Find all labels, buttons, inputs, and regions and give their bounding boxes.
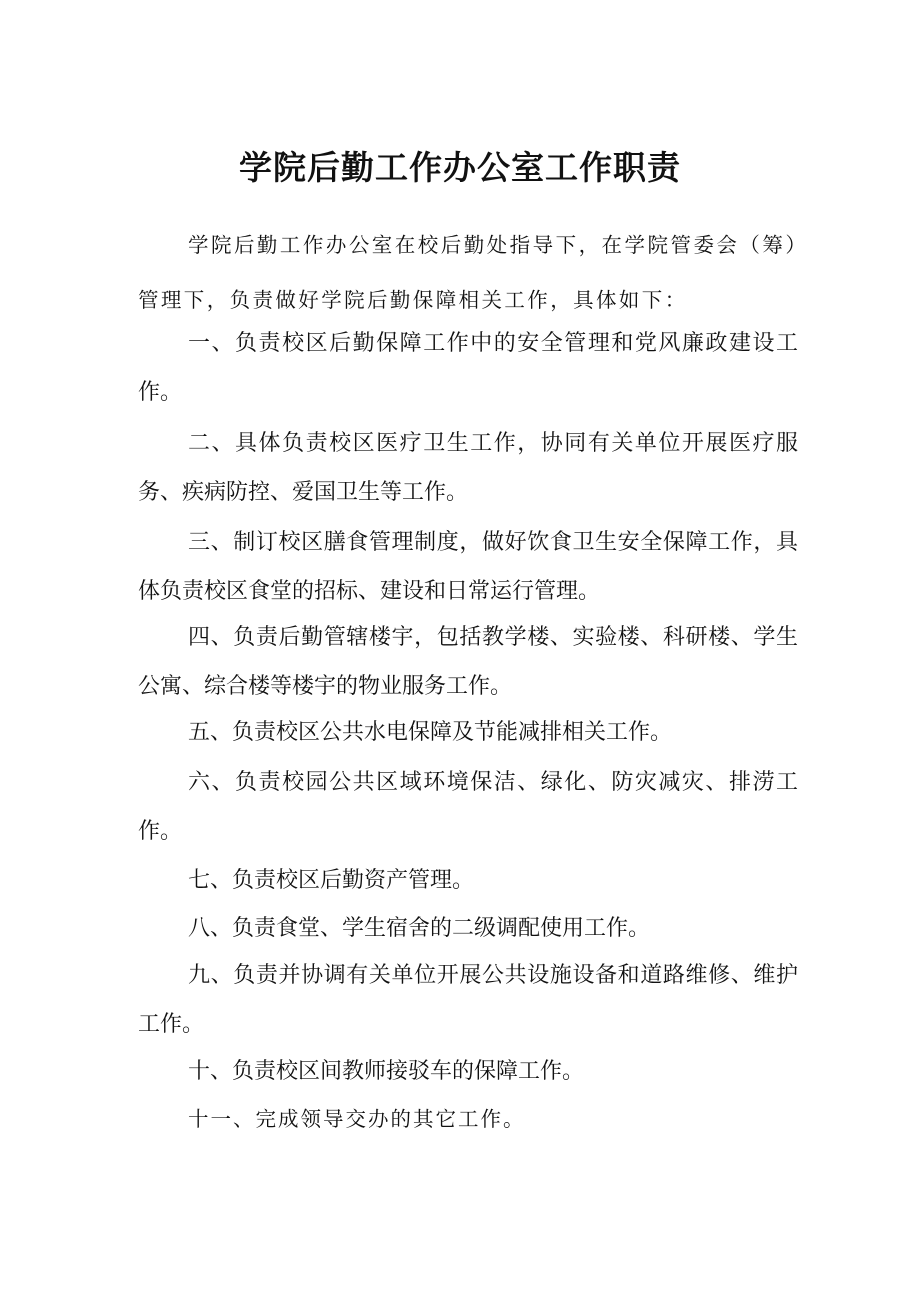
duty-item-6: 六、负责校园公共区域环境保洁、绿化、防灾减灾、排涝工作。 bbox=[138, 770, 798, 844]
duty-item-3: 三、制订校区膳食管理制度，做好饮食卫生安全保障工作，具体负责校区食堂的招标、建设和日常运行管理。 bbox=[138, 530, 798, 604]
duty-item-8: 八、负责食堂、学生宿舍的二级调配使用工作。 bbox=[188, 916, 651, 941]
duty-item-11: 十一、完成领导交办的其它工作。 bbox=[188, 1107, 526, 1131]
duty-item-10: 十、负责校区间教师接驳车的保障工作。 bbox=[188, 1059, 585, 1084]
duty-item-7: 七、负责校区后勤资产管理。 bbox=[188, 868, 475, 893]
duty-item-5: 五、负责校区公共水电保障及节能减排相关工作。 bbox=[188, 720, 673, 745]
duty-item-4: 四、负责后勤管辖楼宇，包括教学楼、实验楼、科研楼、学生公寓、综合楼等楼宇的物业服务工作。 bbox=[138, 625, 798, 699]
duty-item-2: 二、具体负责校区医疗卫生工作，协同有关单位开展医疗服务、疾病防控、爱国卫生等工作。 bbox=[138, 431, 798, 505]
duty-item-9: 九、负责并协调有关单位开展公共设施设备和道路维修、维护工作。 bbox=[138, 963, 798, 1037]
intro-paragraph: 学院后勤工作办公室在校后勤处指导下，在学院管委会（筹）管理下，负责做好学院后勤保障相关工作，具体如下： bbox=[138, 233, 798, 312]
duty-item-1: 一、负责校区后勤保障工作中的安全管理和党风廉政建设工作。 bbox=[138, 331, 798, 405]
page-title: 学院后勤工作办公室工作职责 bbox=[239, 148, 681, 187]
